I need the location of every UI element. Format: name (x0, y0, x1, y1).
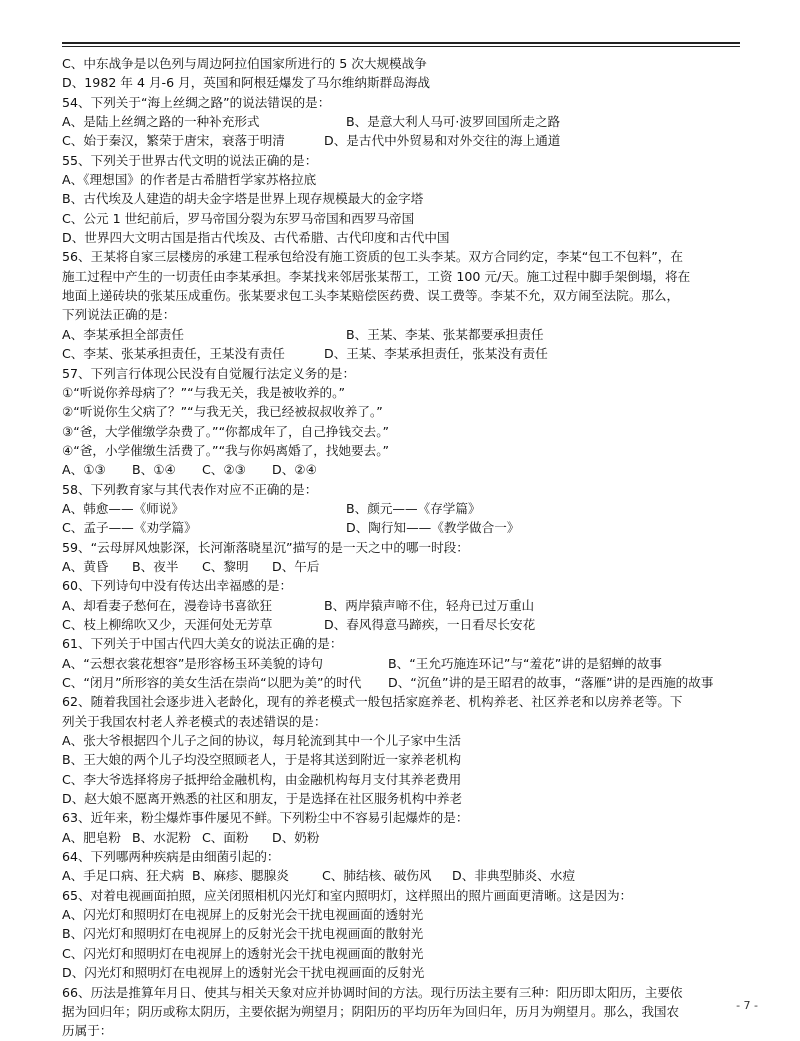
option-row (62, 557, 742, 576)
option-text: D、陶行知——《教学做合一》 (346, 520, 520, 536)
option-text: D、“沉鱼”讲的是王昭君的故事，“落雁”讲的是西施的故事 (388, 675, 714, 690)
option-text: A、“云想衣裳花想容”是形容杨玉环美貌的诗句 (62, 655, 323, 671)
option-text: B、王某、李某、张某都要承担责任 (346, 326, 544, 342)
page-number: - 7 - (736, 999, 758, 1012)
option-text: D、是古代中外贸易和对外交往的海上通道 (324, 133, 561, 149)
option-text: B、是意大利人马可·波罗回国所走之路 (346, 114, 561, 130)
option-text: D、奶粉 (272, 829, 320, 845)
text-line: 65、对着电视画面拍照，应关闭照相机闪光灯和室内照明灯，这样照出的照片画面更清晰。这是因为： (62, 887, 633, 903)
text-line: ③“爸，大学催缴学杂费了。”“你都成年了，自己挣钱交去。” (62, 423, 390, 439)
text-line: C、中东战争是以色列与周边阿拉伯国家所进行的 5 次大规模战争 (62, 56, 427, 71)
option-text: A、却看妻子愁何在，漫卷诗书喜欲狂 (62, 597, 273, 613)
option-text: A、是陆上丝绸之路的一种补充形式 (62, 114, 260, 130)
text-line: 下列说法正确的是： (62, 307, 176, 323)
text-line: D、世界四大文明古国是指古代埃及、古代希腊、古代印度和古代中国 (62, 230, 450, 246)
text-line: 54、下列关于“海上丝绸之路”的说法错误的是： (62, 94, 331, 110)
option-text: A、韩愈——《师说》 (62, 500, 184, 516)
text-line: 历属于： (62, 1023, 113, 1039)
text-line: D、1982 年 4 月-6 月，英国和阿根廷爆发了马尔维纳斯群岛海战 (62, 75, 430, 91)
header-rule-thick (62, 42, 740, 44)
text-line: C、李大爷选择将房子抵押给金融机构，由金融机构每月支付其养老费用 (62, 771, 462, 787)
option-text: C、②③ (202, 462, 246, 478)
option-row (62, 325, 742, 344)
option-text: B、“王允巧施连环记”与“羞花”讲的是貂蝉的故事 (388, 655, 663, 671)
option-text: B、颜元——《存学篇》 (346, 500, 481, 516)
text-line: ④“爸，小学催缴生活费了。”“我与你妈离婚了，找她要去。” (62, 442, 390, 458)
option-text: D、王某、李某承担责任，张某没有责任 (324, 346, 548, 362)
option-text: C、黎明 (202, 558, 249, 574)
option-row (62, 615, 742, 634)
option-row (62, 673, 742, 692)
option-row (62, 596, 742, 615)
text-line: ①“听说你养母病了？”“与我无关，我是被收养的。” (62, 384, 345, 400)
text-line: 61、下列关于中国古代四大美女的说法正确的是： (62, 636, 343, 652)
text-line: C、闪光灯和照明灯在电视屏上的透射光会干扰电视画面的散射光 (62, 945, 424, 961)
text-line: 施工过程中产生的一切责任由李某承担。李某找来邻居张某帮工，工资 100 元/天。施工过程中脚手架倒塌，将在 (62, 268, 691, 284)
text-line: ②“听说你生父病了？”“与我无关，我已经被叔叔收养了。” (62, 404, 383, 420)
text-line: B、王大娘的两个儿子均没空照顾老人，于是将其送到附近一家养老机构 (62, 752, 462, 768)
option-row (62, 112, 742, 131)
text-line: 56、王某将自家三层楼房的承建工程承包给没有施工资质的包工头李某。双方合同约定，李某“包工不包料”，在 (62, 249, 683, 265)
text-line: 60、下列诗句中没有传达出幸福感的是： (62, 578, 293, 594)
option-text: B、①④ (132, 462, 176, 478)
option-text: B、夜半 (132, 558, 179, 574)
text-line: B、古代埃及人建造的胡夫金字塔是世界上现存规模最大的金字塔 (62, 191, 424, 207)
text-line: A、《理想国》的作者是古希腊哲学家苏格拉底 (62, 172, 317, 188)
text-line: D、赵大娘不愿离开熟悉的社区和朋友，于是选择在社区服务机构中养老 (62, 791, 463, 807)
option-text: C、肺结核、破伤风 (322, 868, 432, 884)
option-text: B、水泥粉 (132, 829, 192, 845)
option-text: D、春风得意马蹄疾，一日看尽长安花 (324, 616, 536, 632)
option-row (62, 654, 742, 673)
option-row (62, 499, 742, 518)
text-line: 62、随着我国社会逐步进入老龄化，现有的养老模式一般包括家庭养老、机构养老、社区养老和以房养老等。下 (62, 694, 683, 710)
text-line: 63、近年来，粉尘爆炸事件屡见不鲜。下列粉尘中不容易引起爆炸的是： (62, 810, 469, 826)
option-row (62, 866, 742, 885)
option-row (62, 344, 742, 363)
option-text: D、午后 (272, 558, 320, 574)
text-line: 地面上递砖块的张某压成重伤。张某要求包工头李某赔偿医药费、误工费等。李某不允，双方闹至法院。那么， (62, 288, 680, 304)
option-text: C、枝上柳绵吹又少，天涯何处无芳草 (62, 616, 273, 632)
option-text: A、手足口病、狂犬病 (62, 868, 184, 884)
text-line: A、闪光灯和照明灯在电视屏上的反射光会干扰电视画面的透射光 (62, 907, 424, 923)
text-line: 据为回归年；阴历或称太阴历，主要依据为朔望月；阴阳历的平均历年为回归年，历月为朔望月。那么，我国农 (62, 1003, 680, 1019)
option-row (62, 460, 742, 479)
option-text: D、②④ (272, 462, 317, 478)
option-text: A、①③ (62, 462, 106, 478)
option-text: B、两岸猿声啼不住，轻舟已过万重山 (324, 597, 535, 613)
option-text: D、非典型肺炎、水痘 (452, 868, 576, 884)
text-line: D、闪光灯和照明灯在电视屏上的透射光会干扰电视画面的反射光 (62, 965, 425, 981)
text-line: A、张大爷根据四个儿子之间的协议，每月轮流到其中一个儿子家中生活 (62, 733, 462, 749)
option-text: C、孟子——《劝学篇》 (62, 520, 197, 536)
option-text: C、李某、张某承担责任，王某没有责任 (62, 346, 285, 362)
text-line: 66、历法是推算年月日、使其与相关天象对应并协调时间的方法。现行历法主要有三种：阳历即太阳历，主要依 (62, 984, 683, 1000)
option-row (62, 518, 742, 537)
text-line: 列关于我国农村老人养老模式的表述错误的是： (62, 713, 327, 729)
option-text: A、黄昏 (62, 558, 109, 574)
option-row (62, 828, 742, 847)
text-line: C、公元 1 世纪前后，罗马帝国分裂为东罗马帝国和西罗马帝国 (62, 210, 415, 226)
header-rule-thin (62, 46, 740, 47)
option-text: C、“闭月”所形容的美女生活在崇尚“以肥为美”的时代 (62, 675, 362, 690)
option-text: A、李某承担全部责任 (62, 326, 184, 342)
text-line: 57、下列言行体现公民没有自觉履行法定义务的是： (62, 365, 356, 381)
option-text: B、麻疹、腮腺炎 (192, 868, 289, 884)
option-text: A、肥皂粉 (62, 829, 121, 845)
option-text: C、始于秦汉，繁荣于唐宋，衰落于明清 (62, 133, 285, 149)
option-text: C、面粉 (202, 829, 249, 845)
text-line: 59、“云母屏风烛影深，长河渐落晓星沉”描写的是一天之中的哪一时段： (62, 539, 469, 555)
text-line: 64、下列哪两种疾病是由细菌引起的： (62, 849, 280, 865)
text-line: 58、下列教育家与其代表作对应不正确的是： (62, 481, 318, 497)
text-line: 55、下列关于世界古代文明的说法正确的是： (62, 152, 318, 168)
page-body (62, 54, 742, 1041)
option-row (62, 131, 742, 150)
text-line: B、闪光灯和照明灯在电视屏上的反射光会干扰电视画面的散射光 (62, 926, 424, 942)
